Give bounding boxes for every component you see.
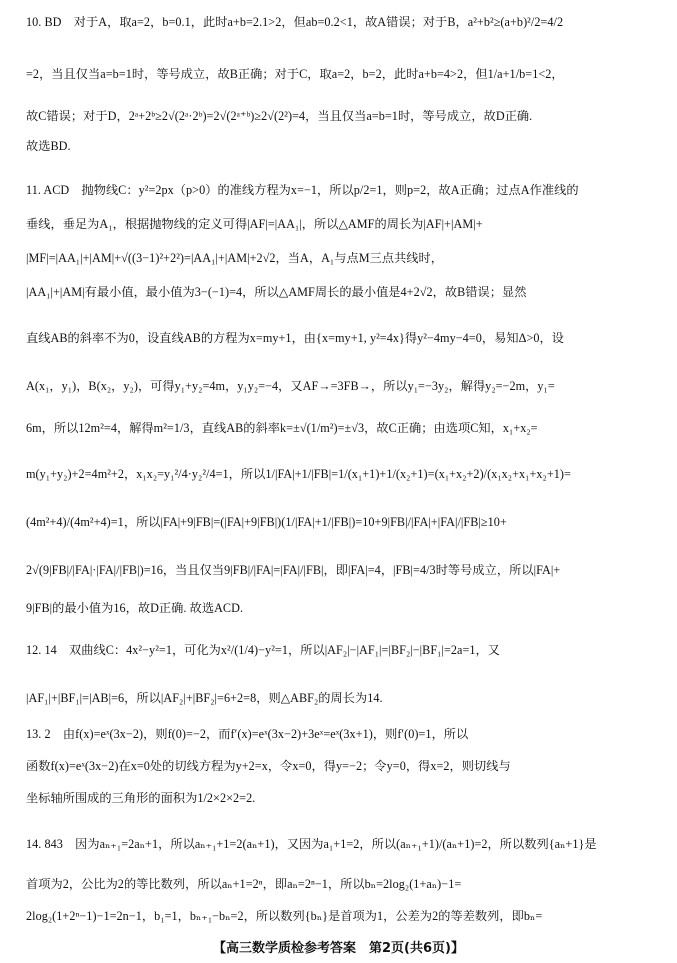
answer-line: 直线AB的斜率不为0，设直线AB的方程为x=my+1，由{x=my+1, y²=4x}得y²−4my−4=0，易知Δ>0，设 [26, 331, 565, 345]
answer-line: 6m，所以12m²=4，解得m²=1/3，直线AB的斜率k=±√(1/m²)=±√3，故C正确；由选项C知，x₁+x₂= [26, 421, 538, 435]
answer-line: 函数f(x)=eˣ(3x−2)在x=0处的切线方程为y+2=x，令x=0，得y=−2；令y=0，得x=2，则切线与 [26, 759, 511, 773]
answer-line: 垂线，垂足为A₁，根据抛物线的定义可得|AF|=|AA₁|，所以△AMF的周长为|AF|+|AM|+ [26, 217, 483, 231]
answer-line: |MF|=|AA₁|+|AM|+√((3−1)²+2²)=|AA₁|+|AM|+2√2，当A，A₁与点M三点共线时， [26, 251, 444, 265]
answer-line: 坐标轴所围成的三角形的面积为1/2×2×2=2. [26, 791, 256, 805]
answer-line: 2√(9|FB|/|FA|·|FA|/|FB|)=16，当且仅当9|FB|/|FA|=|FA|/|FB|，即|FA|=4，|FB|=4/3时等号成立，所以|FA|+ [26, 563, 561, 577]
answer-line: |AA₁|+|AM|有最小值，最小值为3−(−1)=4，所以△AMF周长的最小值是4+2√2，故B错误；显然 [26, 285, 527, 299]
answer-line: 2log₂(1+2ⁿ−1)−1=2n−1，b₁=1，bₙ₊₁−bₙ=2，所以数列{bₙ}是首项为1，公差为2的等差数列，即bₙ= [26, 909, 543, 923]
answer-line: 故选BD. [26, 139, 71, 153]
answer-line: A(x₁，y₁)，B(x₂，y₂)，可得y₁+y₂=4m，y₁y₂=−4，又AF→=3FB→，所以y₁=−3y₂，解得y₂=−2m，y₁= [26, 379, 555, 393]
answer-line: 14. 843 因为aₙ₊₁=2aₙ+1，所以aₙ₊₁+1=2(aₙ+1)，又因为a₁+1=2，所以(aₙ₊₁+1)/(aₙ+1)=2，所以数列{aₙ+1}是 [26, 837, 597, 851]
answer-line: =2，当且仅当a=b=1时，等号成立，故B正确；对于C，取a=2，b=2，此时a+b=4>2，但1/a+1/b=1<2， [26, 67, 564, 81]
answer-line: 首项为2，公比为2的等比数列，所以aₙ+1=2ⁿ，即aₙ=2ⁿ−1，所以bₙ=2log₂(1+aₙ)−1= [26, 877, 462, 891]
answer-line: 10. BD 对于A，取a=2，b=0.1，此时a+b=2.1>2，但ab=0.2<1，故A错误；对于B，a²+b²≥(a+b)²/2=4/2 [26, 15, 564, 29]
answer-line: 故C错误；对于D，2ᵃ+2ᵇ≥2√(2ᵃ·2ᵇ)=2√(2ᵃ⁺ᵇ)≥2√(2²)=4，当且仅当a=b=1时，等号成立，故D正确. [26, 109, 533, 123]
answer-line: |AF₁|+|BF₁|=|AB|=6，所以|AF₂|+|BF₂|=6+2=8，则△ABF₂的周长为14. [26, 691, 383, 705]
answer-line: (4m²+4)/(4m²+4)=1，所以|FA|+9|FB|=(|FA|+9|FB|)(1/|FA|+1/|FB|)=10+9|FB|/|FA|+|FA|/|FB|≥10+ [26, 515, 507, 529]
answer-line: 11. ACD 抛物线C：y²=2px（p>0）的准线方程为x=−1，所以p/2=1，则p=2，故A正确；过点A作准线的 [26, 183, 579, 197]
answer-line: 9|FB|的最小值为16，故D正确. 故选ACD. [26, 601, 244, 615]
answer-line: 12. 14 双曲线C：4x²−y²=1，可化为x²/(1/4)−y²=1，所以|AF₂|−|AF₁|=|BF₂|−|BF₁|=2a=1，又 [26, 643, 501, 657]
page-footer: 【高三数学质检参考答案 第2页(共6页)】 [213, 941, 464, 956]
answer-line: m(y₁+y₂)+2=4m²+2，x₁x₂=y₁²/4·y₂²/4=1，所以1/|FA|+1/|FB|=1/(x₁+1)+1/(x₂+1)=(x₁+x₂+2)/(x₁x₂+x₁+x₂+1)= [26, 467, 571, 481]
answer-line: 13. 2 由f(x)=eˣ(3x−2)，则f(0)=−2，而f′(x)=eˣ(3x−2)+3eˣ=eˣ(3x+1)，则f′(0)=1，所以 [26, 727, 469, 741]
